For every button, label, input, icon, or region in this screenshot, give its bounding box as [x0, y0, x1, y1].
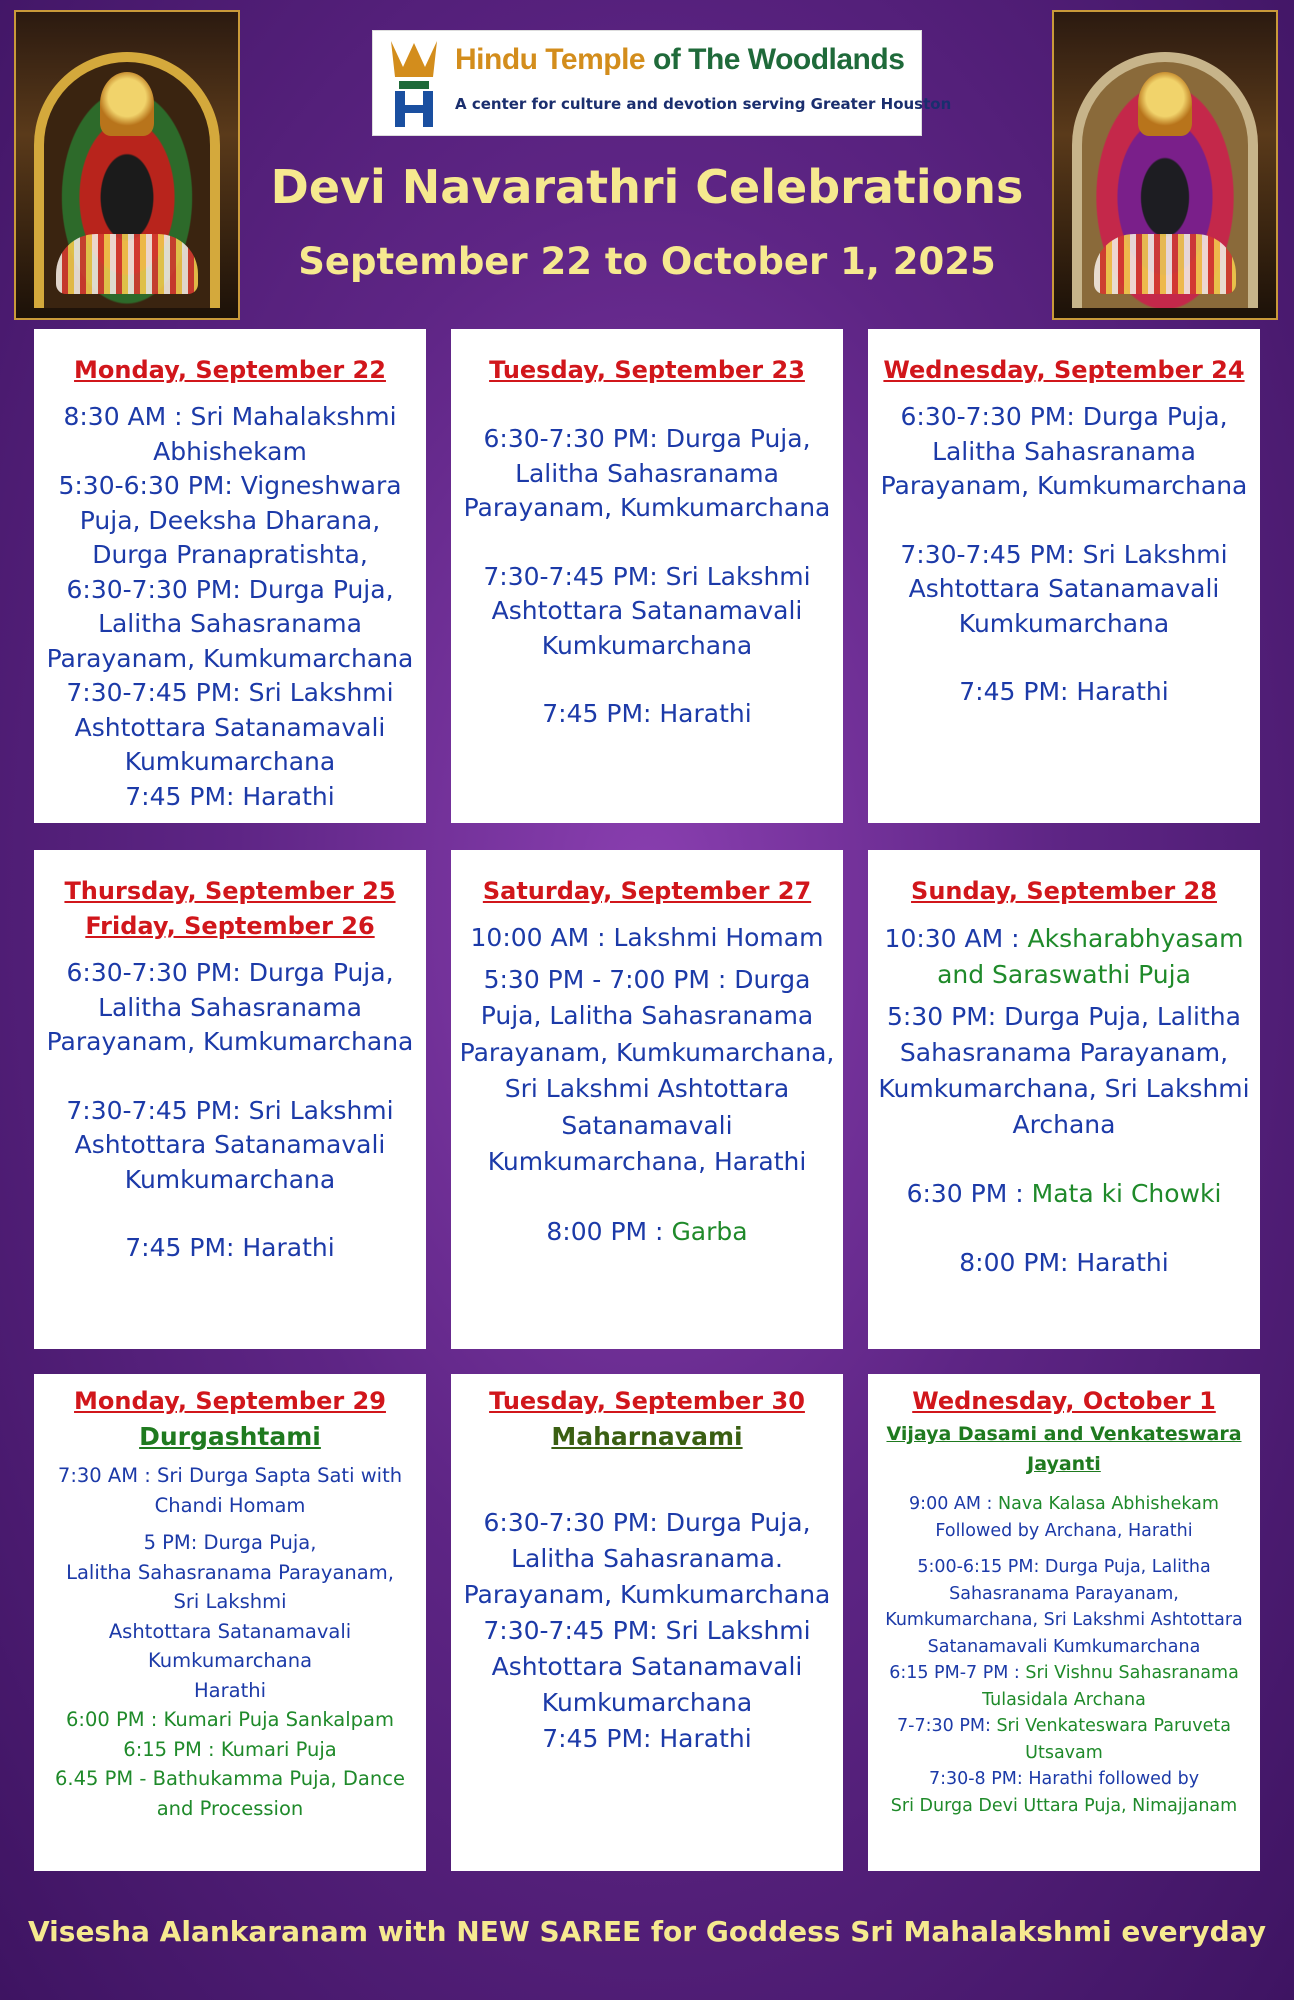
day-heading: Wednesday, September 24: [883, 356, 1245, 384]
temple-logo: [372, 30, 952, 136]
day-subheading: Vijaya Dasami and Venkateswara Jayanti: [886, 1423, 1242, 1475]
event-line: 7:45 PM: Harathi: [125, 1233, 335, 1262]
event-line: 7:30-7:45 PM: Sri Lakshmi Ashtottara Satanamavali Kumkumarchana: [900, 539, 1228, 638]
event-line: 10:00 AM : Lakshmi Homam: [470, 923, 824, 952]
day-heading: Monday, September 22: [74, 356, 386, 384]
schedule-card-wed-sep-24: [868, 329, 1260, 823]
event-name: Sri Vishnu Sahasranama Tulasidala Archana: [982, 1663, 1239, 1710]
event-line-green: 6:15 PM : Kumari Puja: [123, 1737, 337, 1761]
schedule-card-mon-sep-22: [34, 329, 426, 823]
flower-garland: [56, 234, 198, 294]
event-line: 7:30-7:45 PM: Sri Lakshmi Ashtottara Satanamavali Kumkumarchana: [483, 1616, 811, 1717]
event-time: 10:30 AM :: [884, 924, 1028, 953]
event-line: 6:30-7:30 PM: Durga Puja, Lalitha Sahasranama Parayanam, Kumkumarchana: [463, 424, 831, 522]
event-line: 7:45 PM: Harathi: [542, 699, 752, 728]
event-line: [876, 1660, 1252, 1713]
event-name-garba: Garba: [671, 1216, 748, 1246]
schedule-card-sun-sep-28: [868, 850, 1260, 1349]
event-line: 6:30-7:30 PM: Durga Puja, Lalitha Sahasranama. Parayanam, Kumkumarchana: [463, 1508, 831, 1609]
event-line: 5 PM: Durga Puja,: [143, 1531, 317, 1554]
event-line: [876, 1713, 1252, 1766]
event-line: 8:30 AM : Sri Mahalakshmi Abhishekam: [63, 402, 397, 466]
event-line: 6:30-7:30 PM: Durga Puja, Lalitha Sahasranama Parayanam, Kumkumarchana: [46, 574, 414, 673]
day-heading: Sunday, September 28: [911, 877, 1217, 905]
event-line: 6:30-7:30 PM: Durga Puja, Lalitha Sahasranama Parayanam, Kumkumarchana: [46, 958, 414, 1056]
event-line: [876, 1491, 1252, 1518]
logo-title-part1: Hindu Temple: [455, 43, 646, 76]
date-range: September 22 to October 1, 2025: [298, 240, 996, 283]
schedule-card-mon-sep-29: [34, 1374, 426, 1871]
event-line: Kumkumarchana: [147, 1649, 313, 1672]
event-line: 7:30 AM : Sri Durga Sapta Sati with Chandi Homam: [57, 1464, 403, 1517]
event-line: Ashtottara Satanamavali: [108, 1619, 352, 1643]
day-heading: Thursday, September 25: [64, 877, 396, 905]
event-line: Lalitha Sahasranama Parayanam,: [66, 1560, 394, 1584]
schedule-card-tue-sep-30: [451, 1374, 843, 1871]
event-line: Sri Lakshmi: [173, 1590, 287, 1613]
event-line: 5:30-6:30 PM: Vigneshwara Puja, Deeksha Dharana, Durga Pranapratishta,: [58, 471, 402, 569]
day-heading: Tuesday, September 23: [489, 356, 805, 384]
event-name-aksharabhyasam: Aksharabhyasam and Saraswathi Puja: [937, 924, 1244, 989]
day-heading-2: Friday, September 26: [85, 912, 375, 940]
event-line-green: 6:00 PM : Kumari Puja Sankalpam: [66, 1708, 394, 1731]
event-time: 6:15 PM-7 PM :: [889, 1663, 1026, 1683]
schedule-card-thu-fri-sep-25-26: [34, 850, 426, 1349]
event-line: 7:45 PM: Harathi: [959, 677, 1169, 706]
event-time: 6:30 PM :: [906, 1179, 1032, 1208]
deity-crown: [1138, 72, 1192, 136]
schedule-card-sat-sep-27: [451, 850, 843, 1349]
day-heading: Saturday, September 27: [482, 877, 812, 905]
event-time: 8:00 PM :: [546, 1216, 672, 1246]
page-title: Devi Navarathri Celebrations: [270, 160, 1024, 214]
event-line: 7:30-7:45 PM: Sri Lakshmi Ashtottara Satanamavali Kumkumarchana: [66, 678, 394, 776]
event-line: 7:30-7:45 PM: Sri Lakshmi Ashtottara Satanamavali Kumkumarchana: [66, 1095, 394, 1194]
temple-logo-icon: [383, 37, 445, 131]
day-heading: Tuesday, September 30: [489, 1387, 805, 1415]
deity-photo-right: [1052, 10, 1278, 320]
event-line: 5:30 PM: Durga Puja, Lalitha Sahasranama Parayanam, Kumkumarchana, Sri Lakshmi Archana: [878, 1002, 1250, 1139]
event-line-garba: [459, 1215, 835, 1250]
event-name: Nava Kalasa Abhishekam: [998, 1494, 1219, 1514]
flower-garland: [1094, 234, 1236, 294]
day-heading: Monday, September 29: [74, 1387, 386, 1415]
event-line-aksharabhyasam: [876, 921, 1252, 993]
event-line-green: 6.45 PM - Bathukamma Puja, Dance and Procession: [55, 1767, 405, 1820]
event-line-mata-ki-chowki: [876, 1177, 1252, 1212]
event-name-mata-ki-chowki: Mata ki Chowki: [1031, 1179, 1222, 1208]
event-name: Sri Venkateswara Paruveta Utsavam: [996, 1716, 1231, 1763]
event-line-green: Sri Durga Devi Uttara Puja, Nimajjanam: [890, 1795, 1238, 1816]
schedule-card-tue-sep-23: [451, 329, 843, 823]
event-line: 7:30-8 PM: Harathi followed by: [928, 1769, 1200, 1789]
logo-title-part2: of The Woodlands: [652, 43, 905, 76]
day-subheading: Maharnavami: [551, 1422, 743, 1451]
event-line: Followed by Archana, Harathi: [935, 1520, 1193, 1541]
day-subheading: Durgashtami: [139, 1422, 321, 1451]
event-line: 6:30-7:30 PM: Durga Puja, Lalitha Sahasranama Parayanam, Kumkumarchana: [880, 402, 1248, 500]
deity-photo-left: [14, 10, 240, 320]
event-line: 5:30 PM - 7:00 PM : Durga Puja, Lalitha Sahasranama Parayanam, Kumkumarchana, Sri Lakshmi Ashtottara Satanamavali Kumkumarchana, Harathi: [459, 964, 835, 1176]
event-line: 7:45 PM: Harathi: [125, 781, 335, 811]
event-line: Harathi: [193, 1678, 266, 1702]
event-line: 8:00 PM: Harathi: [959, 1247, 1169, 1277]
event-time: 7-7:30 PM:: [897, 1716, 997, 1736]
event-line: 7:30-7:45 PM: Sri Lakshmi Ashtottara Satanamavali Kumkumarchana: [483, 561, 811, 660]
event-time: 9:00 AM :: [909, 1494, 998, 1514]
logo-title: [455, 43, 904, 77]
event-line: 7:45 PM: Harathi: [542, 1724, 752, 1753]
footer-note: Visesha Alankaranam with NEW SAREE for Goddess Sri Mahalakshmi everyday: [28, 1915, 1266, 1948]
day-heading: Wednesday, October 1: [912, 1387, 1216, 1415]
logo-tagline: A center for culture and devotion serving Greater Houston: [455, 95, 952, 113]
schedule-card-wed-oct-1: [868, 1374, 1260, 1871]
event-line: 5:00-6:15 PM: Durga Puja, Lalitha Sahasranama Parayanam, Kumkumarchana, Sri Lakshmi Ashtottara Satanamavali Kumkumarchana: [885, 1557, 1243, 1657]
deity-crown: [100, 72, 154, 136]
